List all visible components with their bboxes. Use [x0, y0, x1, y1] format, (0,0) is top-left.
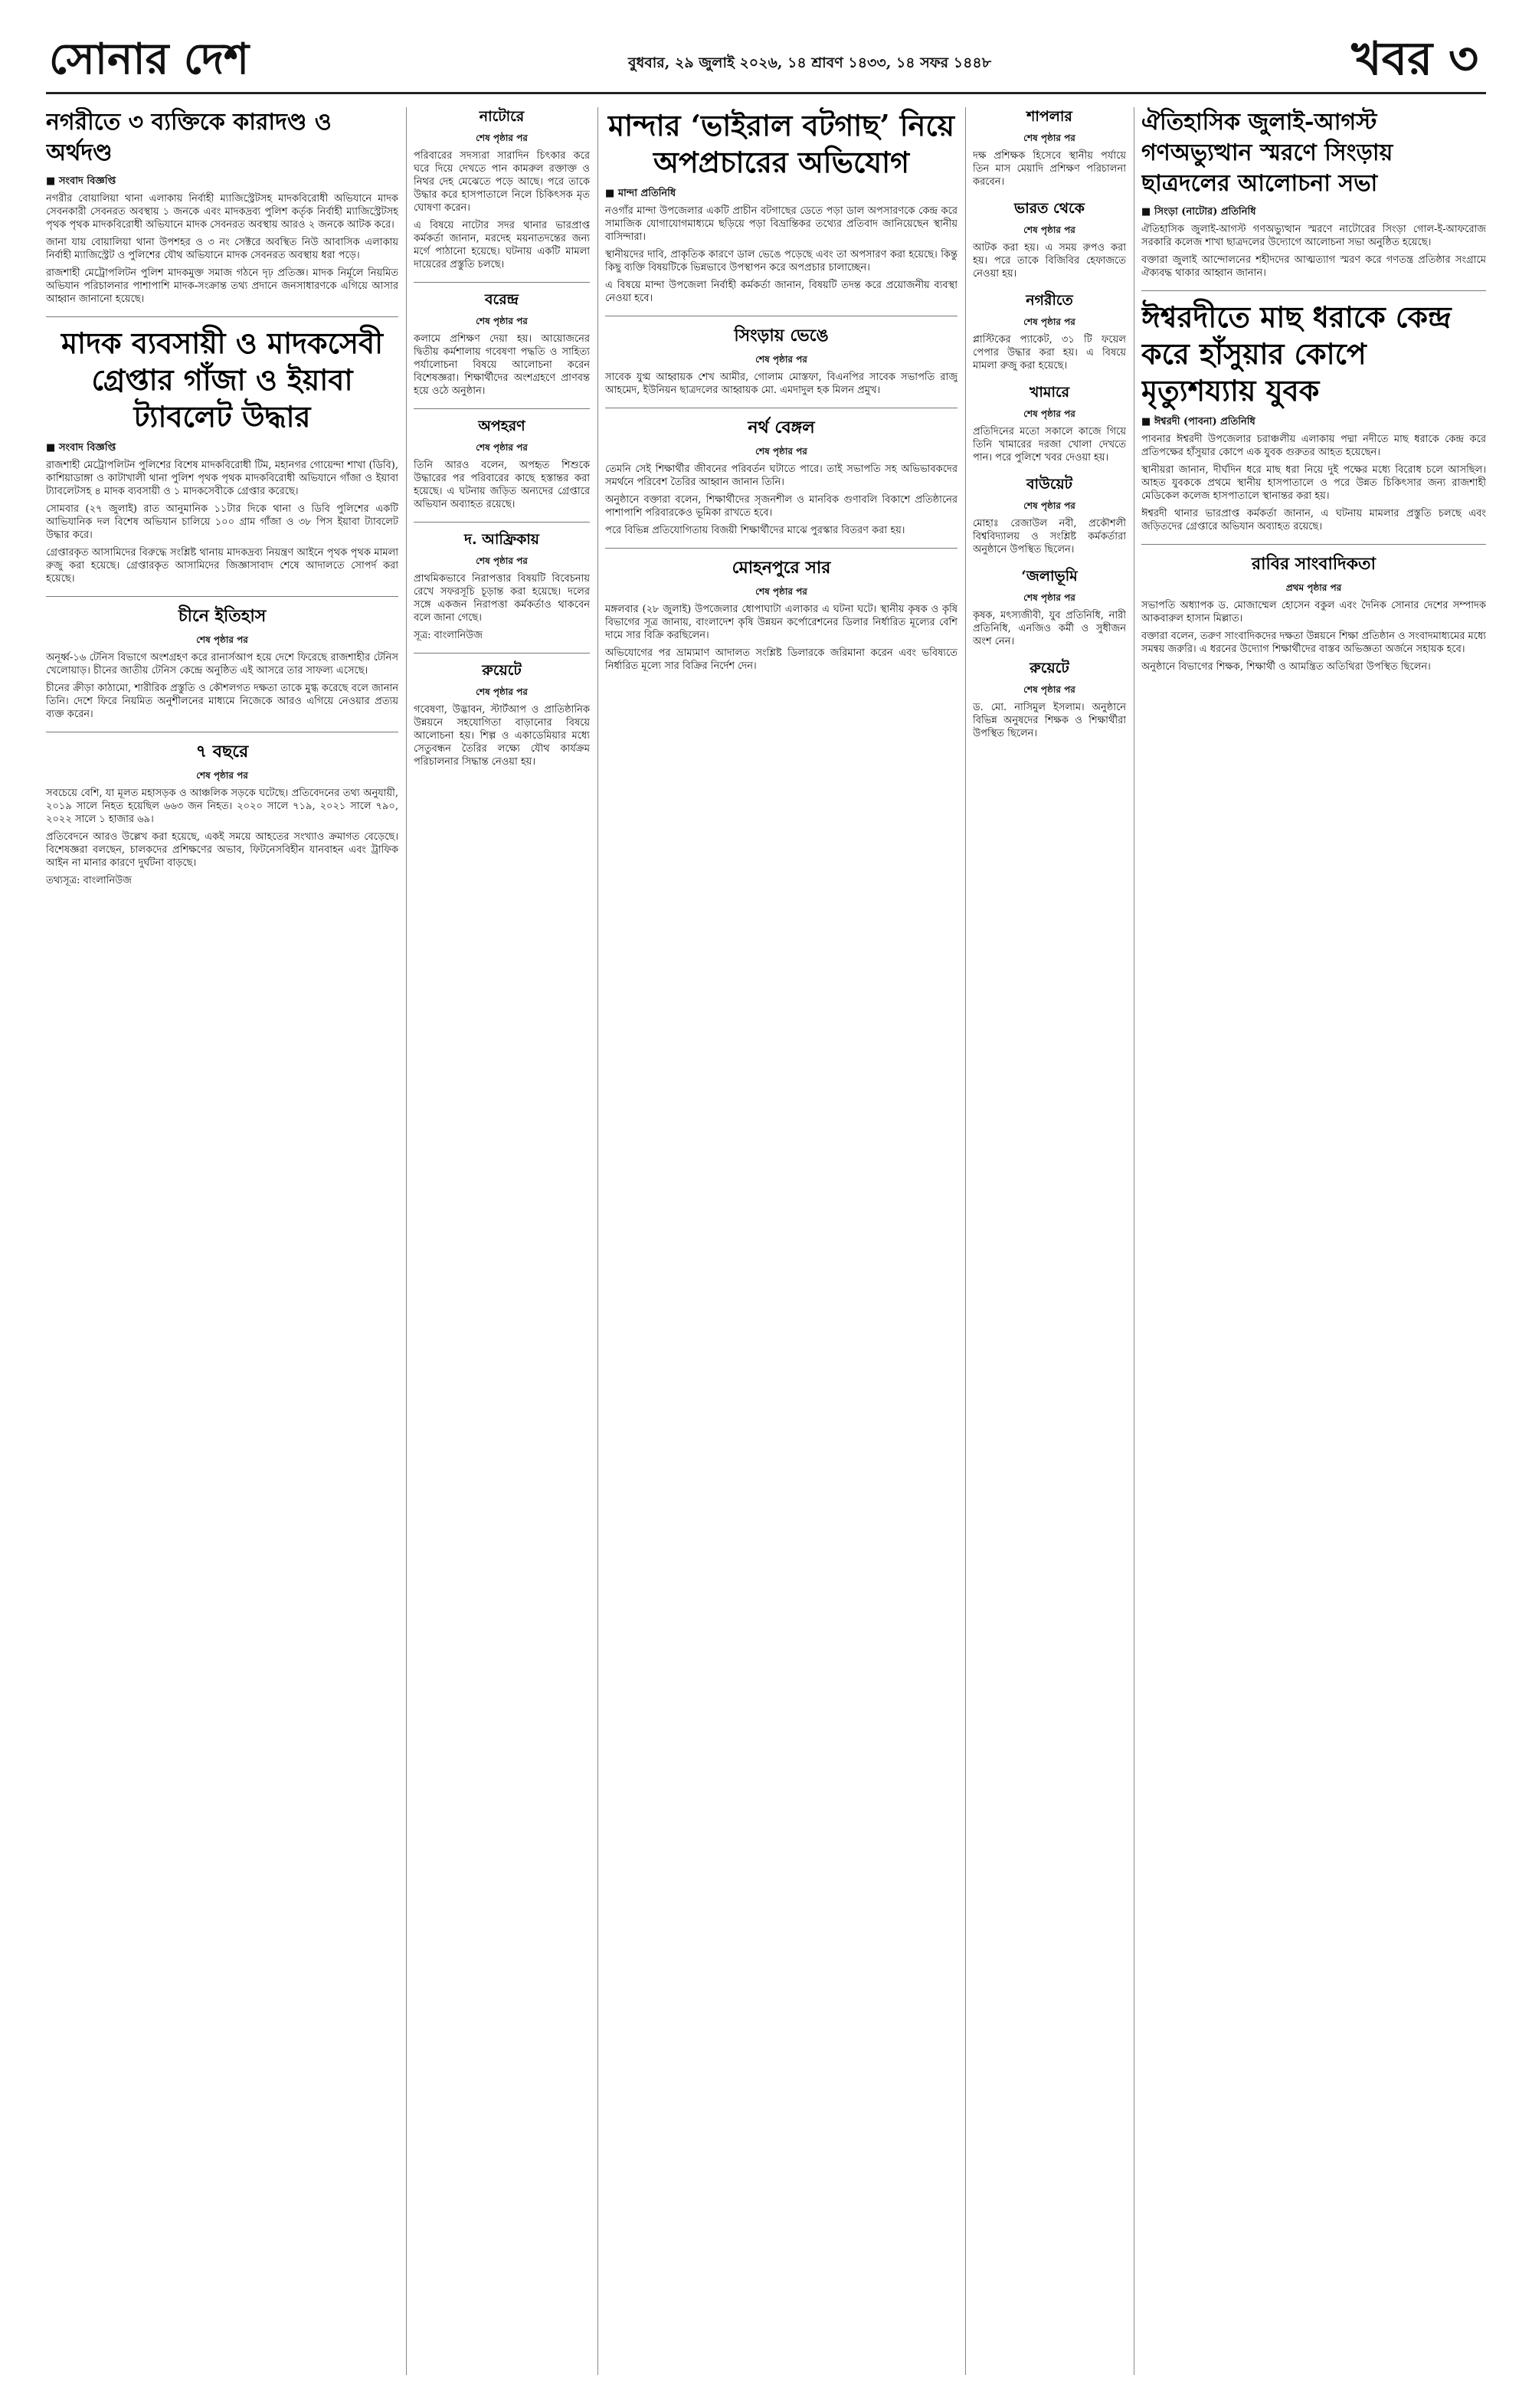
paragraph: রাজশাহী মেট্রোপলিটন পুলিশের বিশেষ মাদকবিরোধী টিম, মহানগর গোয়েন্দা শাখা (ডিবি), কাশিয়াডাঙ্গা ও কাটাখালী থানা পুলিশ পৃথক পৃথক মাদকবিরোধী অভিযানে গাঁজা ও ইয়াবা ট্যাবলেটসহ ৪ মাদক ব্যবসায়ী ও ১ মাদকসেবীকে গ্রেপ্তার করেছে। [46, 460, 398, 497]
story-south-africa [414, 530, 590, 642]
story-rabi-journalism [1141, 552, 1486, 673]
paragraph: বক্তারা জুলাই আন্দোলনের শহীদদের আত্মত্যাগ স্মরণ করে গণতন্ত্র প্রতিষ্ঠার সংগ্রামে ঐক্যবদ্ধ থাকার আহ্বান জানান। [1141, 254, 1486, 279]
story-ishwardi [1141, 299, 1486, 533]
story-city [973, 291, 1126, 372]
divider [414, 653, 590, 654]
continued-label: শেষ পৃষ্ঠার পর [196, 634, 248, 645]
section-page-label: খবর ৩ [1351, 32, 1478, 86]
paragraph: দক্ষ প্রশিক্ষক হিসেবে স্থানীয় পর্যায়ে তিন মাস মেয়াদি প্রশিক্ষণ পরিচালনা করবেন। [973, 150, 1126, 188]
paragraph: ড. মো. নাসিমুল ইসলাম। অনুষ্ঠানে বিভিন্ন অনুষদের শিক্ষক ও শিক্ষার্থীরা উপস্থিত ছিলেন। [973, 702, 1126, 739]
paragraph: স্থানীয়দের দাবি, প্রাকৃতিক কারণে ডাল ভেঙে পড়েছে এবং তা অপসারণ করা হয়েছে। কিন্তু কিছু ব্যক্তি বিষয়টিকে ভিন্নভাবে উপস্থাপন করে অপপ্রচার চালাচ্ছেন। [605, 249, 958, 274]
story-mohanpur [605, 556, 958, 673]
story-seven-years [46, 740, 398, 887]
paragraph: সাবেক যুগ্ম আহ্বায়ক শেখ আমীর, গোলাম মোস্তফা, বিএনপির সাবেক সভাপতি রাজু আহমেদ, ইউনিয়ন ছাত্রদলের আহ্বায়ক মো. এমদাদুল হক মিলন প্রমুখ। [605, 372, 958, 396]
paragraph: প্রতিবেদনে আরও উল্লেখ করা হয়েছে, একই সময়ে আহতের সংখ্যাও ক্রমাগত বেড়েছে। বিশেষজ্ঞরা বলছেন, চালকদের প্রশিক্ষণের অভাব, ফিটনেসবিহীন যানবাহন এবং ট্রাফিক আইন না মানার কারণে দুর্ঘটনা বাড়ছে। [46, 831, 398, 869]
paragraph: গ্রেপ্তারকৃত আসামিদের বিরুদ্ধে সংশ্লিষ্ট থানায় মাদকদ্রব্য নিয়ন্ত্রণ আইনে পৃথক পৃথক মামলা রুজু করা হয়েছে। গ্রেপ্তারকৃত আসামিদের জিজ্ঞাসাবাদ শেষে আদালতে সোপর্দ করা হয়েছে। [46, 547, 398, 585]
continued-label: শেষ পৃষ্ঠার পর [1023, 133, 1075, 143]
story-court-fine [46, 107, 398, 306]
paragraph: প্রাথমিকভাবে নিরাপত্তার বিষয়টি বিবেচনায় রেখে সফরসূচি চূড়ান্ত করা হয়েছে। দলের সঙ্গে একজন নিরাপত্তা কর্মকর্তাও থাকবেন বলে জানা গেছে। [414, 573, 590, 624]
paragraph: গবেষণা, উদ্ভাবন, স্টার্টআপ ও প্রাতিষ্ঠানিক উন্নয়নে সহযোগিতা বাড়ানোর বিষয়ে আলোচনা হয়। শিল্প ও একাডেমিয়ার মধ্যে সেতুবন্ধন তৈরির লক্ষ্যে যৌথ কার্যক্রম পরিচালনার সিদ্ধান্ত নেওয়া হয়। [414, 704, 590, 768]
paragraph: সোমবার (২৭ জুলাই) রাত আনুমানিক ১১টার দিকে থানা ও ডিবি পুলিশের একটি আভিযানিক দল বিশেষ অভিযান চালিয়ে ১০০ গ্রাম গাঁজা ও ৩৮ পিস ইয়াবা ট্যাবলেট উদ্ধার করে। [46, 503, 398, 541]
continued-label: শেষ পৃষ্ঠার পর [476, 133, 528, 143]
column-5 [1141, 107, 1486, 2375]
paragraph: প্লাস্টিকের প্যাকেট, ৩১ টি ফয়েল পেপার উদ্ধার করা হয়। এ বিষয়ে মামলা রুজু করা হয়েছে। [973, 334, 1126, 372]
headline: নগরীতে [1026, 292, 1073, 309]
headline: মোহনপুরে সার [732, 558, 831, 578]
headline: ৭ বছরে [195, 742, 249, 762]
paragraph: কৃষক, মৎস্যজীবী, যুব প্রতিনিধি, নারী প্রতিনিধি, এনজিও কর্মী ও সুধীজন অংশ নেন। [973, 610, 1126, 647]
story-from-india [973, 199, 1126, 280]
continued-label: শেষ পৃষ্ঠার পর [1023, 592, 1075, 603]
paragraph: পরিবারের সদস্যরা সারাদিন চিৎকার করে ঘরে দিয়ে দেখতে পান কামরুল রক্তাক্ত ও নিথর দেহ মেঝেতে পড়ে আছে। পরে তাকে উদ্ধার করে হাসপাতালে নিলে চিকিৎসক মৃত ঘোষণা করেন। [414, 150, 590, 214]
column-1 [46, 107, 398, 2375]
paragraph: অনুষ্ঠানে বিভাগের শিক্ষক, শিক্ষার্থী ও আমন্ত্রিত অতিথিরা উপস্থিত ছিলেন। [1141, 661, 1431, 673]
column-rule [597, 107, 598, 2375]
headline: মান্দার ‘ভাইরাল বটগাছ’ নিয়ে অপপ্রচারের অভিযোগ [607, 108, 955, 179]
paragraph: মোহাঃ রেজাউল নবী, প্রকৌশলী বিশ্ববিদ্যালয় ও সংশ্লিষ্ট কর্মকর্তারা অনুষ্ঠানে উপস্থিত ছিলেন। [973, 518, 1126, 555]
continued-label: শেষ পৃষ্ঠার পর [1023, 316, 1075, 327]
story-natore [414, 107, 590, 271]
paragraph: তেমনি সেই শিক্ষার্থীর জীবনের পরিবর্তন ঘটাতে পারে। তাই সভাপতি সহ অভিভাবকদের সমর্থনে পরিবেশ তৈরির আহ্বান জানান তিনি। [605, 464, 958, 488]
story-singra [605, 324, 958, 397]
divider [605, 548, 958, 549]
continued-label: শেষ পৃষ্ঠার পর [1023, 224, 1075, 235]
divider [1141, 290, 1486, 291]
byline: ■ সিংড়া (নাটোর) প্রতিনিধি [1141, 205, 1486, 218]
column-rule [406, 107, 407, 2375]
story-ruet-2 [973, 659, 1126, 740]
continued-label: প্রথম পৃষ্ঠার পর [1285, 582, 1342, 593]
paragraph: মঙ্গলবার (২৮ জুলাই) উপজেলার ধোপাঘাটা এলাকার এ ঘটনা ঘটে। স্থানীয় কৃষক ও কৃষি বিভাগের সূত্র জানায়, বাংলাদেশ কৃষি উন্নয়ন কর্পোরেশনের ডিলার নির্ধারিত মূল্যের বেশি দামে সার বিক্রি করছিলেন। [605, 604, 958, 641]
headline: খামারে [1029, 384, 1070, 401]
headline: ‘জলাভূমি [1021, 568, 1078, 585]
headline: ঐতিহাসিক জুলাই-আগস্ট গণঅভ্যুত্থান স্মরণে সিংড়ায় ছাত্রদলের আলোচনা সভা [1141, 109, 1393, 197]
paragraph: তিনি আরও বলেন, অপহৃত শিশুকে উদ্ধারের পর পরিবারের কাছে হস্তান্তর করা হয়েছে। এ ঘটনায় জড়িত অন্যদের গ্রেপ্তারে অভিযান অব্যাহত রয়েছে। [414, 460, 590, 510]
headline: বাউয়েট [1026, 476, 1073, 493]
paragraph: আটক করা হয়। এ সময় রুপও করা হয়। পরে তাকে বিজিবির হেফাজতে নেওয়া হয়। [973, 242, 1126, 280]
story-barendra [414, 290, 590, 398]
paragraph: সভাপতি অধ্যাপক ড. মোজাম্মেল হোসেন বকুল এবং দৈনিক সোনার দেশের সম্পাদক আকবারুল হাসান মিল্লাত। [1141, 600, 1486, 624]
story-china-history [46, 604, 398, 721]
column-2 [414, 107, 590, 2375]
paragraph: পরে বিভিন্ন প্রতিযোগিতায় বিজয়ী শিক্ষার্থীদের মাঝে পুরস্কার বিতরণ করা হয়। [605, 525, 905, 536]
newspaper-logo: সোনার দেশ [49, 34, 250, 84]
continued-label: শেষ পৃষ্ঠার পর [476, 316, 528, 326]
column-4 [973, 107, 1126, 2375]
source-note: সূত্র: বাংলানিউজ [414, 630, 483, 641]
paragraph: অনুষ্ঠানে বক্তারা বলেন, শিক্ষার্থীদের সৃজনশীল ও মানবিক গুণাবলি বিকাশে প্রতিষ্ঠানের পাশাপাশি পরিবারকেও ভূমিকা রাখতে হবে। [605, 494, 958, 519]
divider [414, 522, 590, 523]
byline: ■ ঈশ্বরদী (পাবনা) প্রতিনিধি [1141, 415, 1486, 428]
paragraph: সবচেয়ে বেশি, যা মূলত মহাসড়ক ও আঞ্চলিক সড়কে ঘটেছে। প্রতিবেদনের তথ্য অনুযায়ী, ২০১৯ সালে নিহত হয়েছিল ৬৬৩ জন নিহত। ২০২০ সালে ৭১৯, ২০২১ সালে ৭৯০, ২০২২ সালে ১ হাজার ৬৯। [46, 788, 398, 825]
paragraph: কলামে প্রশিক্ষণ দেয়া হয়। আয়োজনের দ্বিতীয় কর্মশালায় গবেষণা পদ্ধতি ও সাহিত্য পর্যালোচনা বিষয়ে আলোচনা করেন বিশেষজ্ঞরা। শিক্ষার্থীদের অংশগ্রহণে প্রাণবন্ত হয়ে ওঠে অনুষ্ঠান। [414, 333, 590, 397]
byline: ■ সংবাদ বিজ্ঞপ্তি [46, 175, 398, 188]
headline: রুয়েটে [482, 662, 522, 679]
story-wetland [973, 567, 1126, 648]
paragraph: এ বিষয়ে মান্দা উপজেলা নির্বাহী কর্মকর্তা জানান, বিষয়টি তদন্ত করে প্রয়োজনীয় ব্যবস্থা নেওয়া হবে। [605, 280, 958, 304]
continued-label: শেষ পৃষ্ঠার পর [1023, 684, 1075, 695]
column-3 [605, 107, 958, 2375]
paragraph: অনূর্ধ্ব-১৬ টেনিস বিভাগে অংশগ্রহণ করে রানার্সআপ হয়ে দেশে ফিরেছে রাজশাহীর টেনিস খেলোয়াড়। চীনের জাতীয় টেনিস কেন্দ্রে অনুষ্ঠিত এই আসরে তার সাফল্য এসেছে। [46, 652, 398, 677]
masthead [46, 31, 1486, 94]
paragraph: স্থানীয়রা জানান, দীর্ঘদিন ধরে মাছ ধরা নিয়ে দুই পক্ষের মধ্যে বিরোধ চলে আসছিল। আহত যুবককে প্রথমে স্থানীয় হাসপাতালে ও পরে উন্নত চিকিৎসার জন্য রাজশাহী মেডিকেল কলেজ হাসপাতালে স্থানান্তর করা হয়। [1141, 464, 1486, 502]
headline: রাবির সাংবাদিকতা [1252, 554, 1376, 574]
continued-label: শেষ পৃষ্ঠার পর [755, 586, 807, 597]
continued-label: শেষ পৃষ্ঠার পর [476, 686, 528, 697]
divider [46, 316, 398, 317]
headline: অপহরণ [478, 418, 525, 434]
paragraph: রাজশাহী মেট্রোপলিটন পুলিশ মাদকমুক্ত সমাজ গঠনে দৃঢ় প্রতিজ্ঞ। মাদক নির্মূলে নিয়মিত অভিযান পরিচালনার পাশাপাশি মাদক-সংক্রান্ত তথ্য প্রদানে জনসাধারণকে এগিয়ে আসার আহ্বান জানানো হয়েছে। [46, 267, 398, 305]
byline: ■ মান্দা প্রতিনিধি [605, 187, 958, 200]
headline: নাটোরে [479, 108, 525, 125]
headline: শাপলার [1026, 108, 1072, 125]
story-ruet [414, 661, 590, 768]
story-abduction [414, 417, 590, 511]
story-shapla [973, 107, 1126, 188]
story-banyan-tree [605, 107, 958, 305]
continued-label: শেষ পৃষ্ঠার পর [755, 446, 807, 457]
paragraph: চীনের ক্রীড়া কাঠামো, শারীরিক প্রস্তুতি ও কৌশলগত দক্ষতা তাকে মুগ্ধ করেছে বলে জানান তিনি। দেশে ফিরে নিয়মিত অনুশীলনের মাধ্যমে নিজেকে আরও এগিয়ে নেওয়ার প্রত্যয় ব্যক্ত করেন। [46, 683, 398, 720]
paragraph: অভিযোগের পর ভ্রাম্যমাণ আদালত সংশ্লিষ্ট ডিলারকে জরিমানা করেন এবং ভবিষ্যতে নির্ধারিত মূল্যে সার বিক্রির নির্দেশ দেন। [605, 647, 958, 672]
paragraph: বক্তারা বলেন, তরুণ সাংবাদিকদের দক্ষতা উন্নয়নে শিক্ষা প্রতিষ্ঠান ও সংবাদমাধ্যমের মধ্যে সমন্বয় জরুরি। এ ধরনের উদ্যোগ শিক্ষার্থীদের বাস্তব অভিজ্ঞতা অর্জনে সহায়ক হবে। [1141, 631, 1486, 655]
paragraph: ঈশ্বরদী থানার ভারপ্রাপ্ত কর্মকর্তা জানান, এ ঘটনায় মামলার প্রস্তুতি চলছে এবং জড়িতদের গ্রেপ্তারে অভিযান অব্যাহত রয়েছে। [1141, 508, 1486, 532]
byline: ■ সংবাদ বিজ্ঞপ্তি [46, 441, 398, 454]
headline: চীনে ইতিহাস [178, 606, 267, 626]
column-rule [965, 107, 966, 2375]
issue-date: বুধবার, ২৯ জুলাই ২০২৬, ১৪ শ্রাবণ ১৪৩৩, ১৪ সফর ১৪৪৮ [628, 54, 992, 71]
paragraph: পাবনার ঈশ্বরদী উপজেলার চরাঞ্চলীয় এলাকায় পদ্মা নদীতে মাছ ধরাকে কেন্দ্র করে প্রতিপক্ষের হাঁসুয়ার কোপে এক যুবক গুরুতর আহত হয়েছেন। [1141, 434, 1486, 458]
source-note: তথ্যসূত্র: বাংলানিউজ [46, 875, 132, 886]
headline: সিংড়ায় ভেঙে [734, 326, 829, 346]
headline: নর্থ বেঙ্গল [748, 418, 815, 437]
headline: বরেন্দ্র [484, 291, 519, 308]
headline: দ. আফ্রিকায় [464, 531, 539, 548]
continued-label: শেষ পৃষ্ঠার পর [196, 770, 248, 781]
story-farm [973, 383, 1126, 464]
paragraph: প্রতিদিনের মতো সকালে কাজে গিয়ে তিনি খামারের দরজা খোলা দেখতে পান। পরে পুলিশে খবর দেওয়া হয়। [973, 426, 1126, 464]
divider [414, 282, 590, 283]
continued-label: শেষ পৃষ্ঠার পর [755, 354, 807, 365]
paragraph: নওগাঁর মান্দা উপজেলার একটি প্রাচীন বটগাছের ডেতে পড়া ডাল অপসারণকে কেন্দ্র করে সামাজিক যোগাযোগমাধ্যমে ছড়িয়ে পড়া বিভ্রান্তিকর তথ্যের প্রতিবাদ জানিয়েছেন স্থানীয় বাসিন্দারা। [605, 205, 958, 243]
continued-label: শেষ পৃষ্ঠার পর [476, 442, 528, 453]
story-north-bengal [605, 416, 958, 537]
headline: ভারত থেকে [1014, 200, 1085, 217]
continued-label: শেষ পৃষ্ঠার পর [1023, 500, 1075, 511]
continued-label: শেষ পৃষ্ঠার পর [476, 555, 528, 566]
story-baust [973, 475, 1126, 556]
paragraph: জানা যায় বোয়ালিয়া থানা উপশহর ও ৩ নং সেক্টরে অবস্থিত নিউ আবাসিক এলাকায় নির্বাহী ম্যাজিস্ট্রেট ও পুলিশের যৌথ অভিযানে মাদক সেবনরত অবস্থায় ধরা পড়ে। [46, 237, 398, 261]
divider [1141, 544, 1486, 545]
paragraph: নগরীর বোয়ালিয়া থানা এলাকায় নির্বাহী ম্যাজিস্ট্রেটসহ মাদকবিরোধী অভিযানে মাদক সেবনকারী সেবনরত অবস্থায় ১ জনকে এবং মাদকদ্রব্য পুলিশ কর্তৃক নির্বাহী ম্যাজিস্ট্রেটসহ পৃথক পৃথক মাদকবিরোধী অভিযানে মাদক সেবনরত অবস্থায় আরও ২ জনকে আটক করে। [46, 193, 398, 231]
divider [46, 596, 398, 597]
continued-label: শেষ পৃষ্ঠার পর [1023, 408, 1075, 419]
headline: রুয়েটে [1030, 660, 1069, 677]
divider [414, 408, 590, 409]
headline: ঈশ্বরদীতে মাছ ধরাকে কেন্দ্র করে হাঁসুয়ার কোপে মৃত্যুশয্যায় যুবক [1141, 300, 1452, 408]
paragraph: ঐতিহাসিক জুলাই-আগস্ট গণঅভ্যুত্থান স্মরণে নাটোরের সিংড়া গোল-ই-আফরোজ সরকারি কলেজ শাখা ছাত্রদলের উদ্যোগে আলোচনা সভা অনুষ্ঠিত হয়েছে। [1141, 224, 1486, 248]
story-drug-arrest [46, 325, 398, 585]
story-july-uprising [1141, 107, 1486, 280]
headline: নগরীতে ৩ ব্যক্তিকে কারাদণ্ড ও অর্থদণ্ড [46, 109, 332, 166]
paragraph: এ বিষয়ে নাটোর সদর থানার ভারপ্রাপ্ত কর্মকর্তা জানান, মরদেহ ময়নাতদন্তের জন্য মর্গে পাঠানো হয়েছে। ঘটনায় একটি মামলা দায়েরের প্রস্তুতি চলছে। [414, 220, 590, 270]
headline: মাদক ব্যবসায়ী ও মাদকসেবী গ্রেপ্তার গাঁজা ও ইয়াবা ট্যাবলেট উদ্ধার [61, 326, 384, 434]
